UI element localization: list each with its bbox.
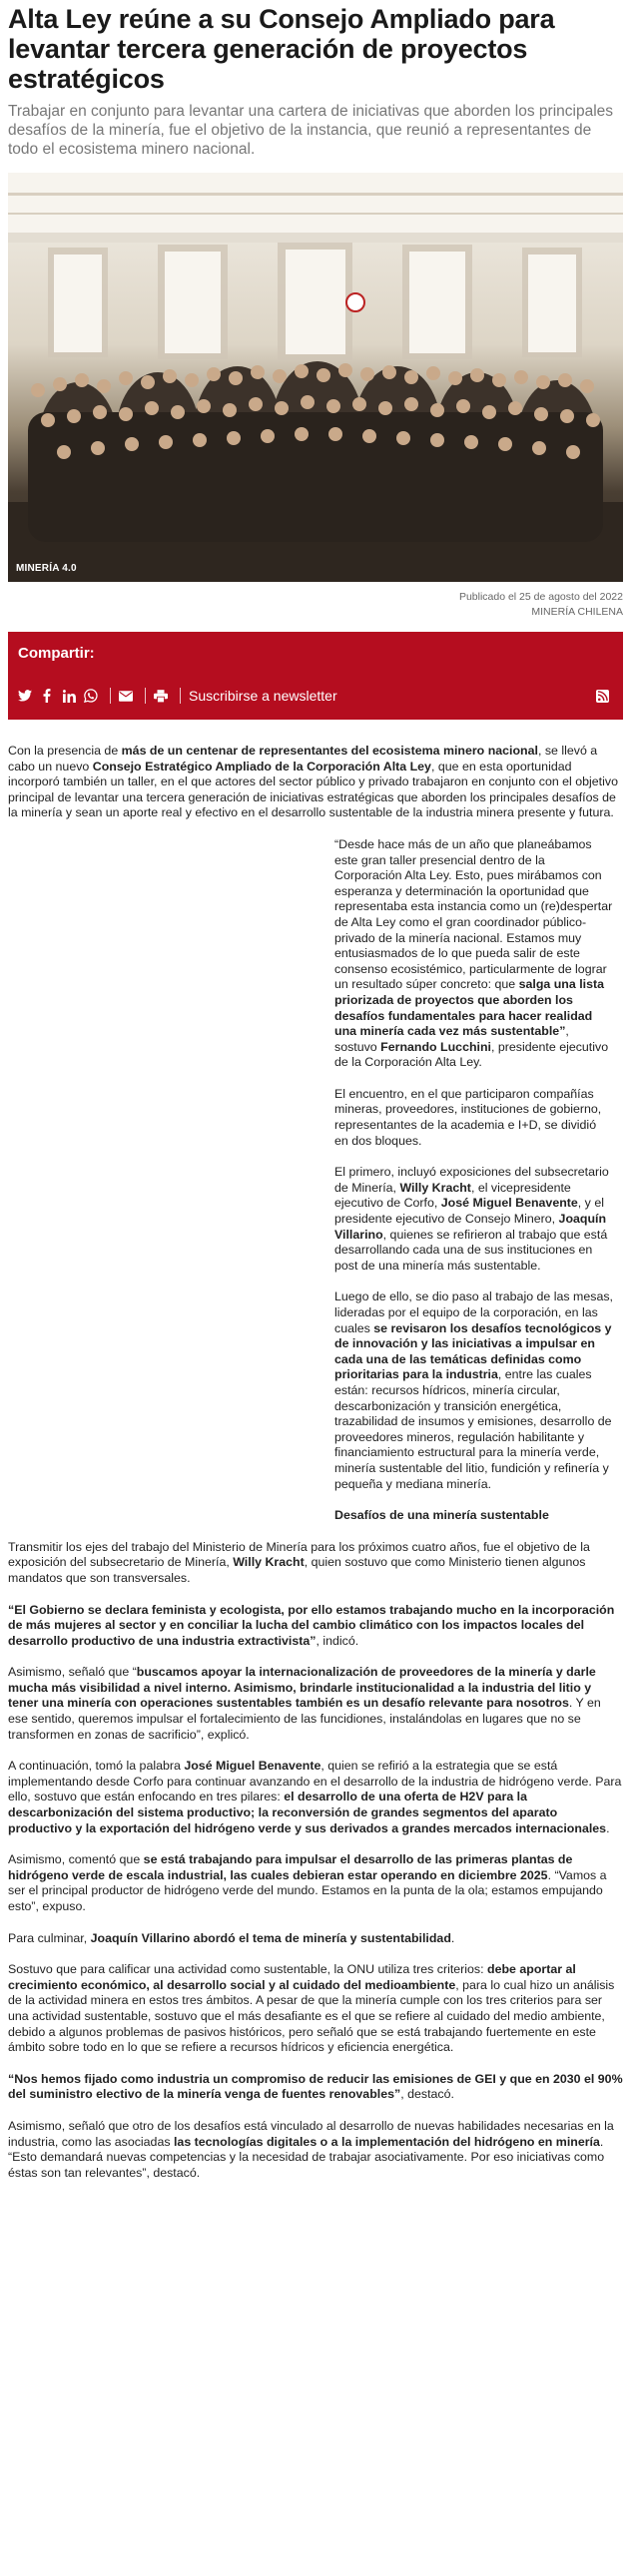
- body-paragraph: Asimismo, señaló que “buscamos apoyar la internacionalización de proveedores de la minería y darle mucha más visibilidad a nivel interno. Asimismo, brindarle institucionalidad a la industria del litio y tener una minería con operaciones sustentables también es un desafío relevante para nosotros. Y en ese sentido, queremos impulsar el fortalecimiento de las funcidiones, instalándolas en lugares que no se transformen en zonas de sacrificio”, explicó.: [8, 1665, 601, 1742]
- image-category-label: MINERÍA 4.0: [16, 563, 77, 574]
- share-divider: [145, 688, 146, 704]
- quote-paragraph: “Desde hace más de un año que planeábamos este gran taller presencial dentro de la Corporación Alta Ley. Esto, pues mirábamos con esperanza y determinación la oportunidad que representaba esta instancia como un (re)despertar de Alta Ley como el gran coordinador público-privado de la minería nacional. Estamos muy entusiasmados de lo que pueda salir de este consenso ecosistémico, particularmente de lograr un resultado súper concreto: que salga una lista priorizada de proyectos que aborden los desafíos fundamentales para hacer realidad una minería cada vez más sustentable”, sostuvo Fernando Lucchini, presidente ejecutivo de la Corporación Alta Ley.: [334, 836, 613, 1070]
- article-source: MINERÍA CHILENA: [531, 606, 623, 618]
- body-paragraph: “Nos hemos fijado como industria un compromiso de reducir las emisiones de GEI y que en 2030 el 90% del suministro electivo de la minería venga de fuentes renovables”, destacó.: [8, 2071, 623, 2102]
- print-icon[interactable]: [152, 687, 170, 705]
- pull-column: [334, 837, 613, 1524]
- body-paragraph: Luego de ello, se dio paso al trabajo de las mesas, lideradas por el equipo de la corporación, en las cuales se revisaron los desafíos tecnológicos y de innovación y las iniciativas a impulsar en cada una de las temáticas definidas como prioritarias para la industria, entre las cuales están: recursos hídricos, minería circular, descarbonización y transición energética, trazabilidad de insumos y emisiones, desarrollo de proveedores mineros, regulación habilitante y financiamiento estructural para la minería verde, minería sustentable del litio, fundición y refinería y pequeña y mediana minería.: [334, 1289, 613, 1491]
- share-title: Compartir:: [18, 645, 95, 662]
- article-body: [8, 744, 623, 2181]
- rss-icon[interactable]: [593, 687, 611, 705]
- body-paragraph: El encuentro, en el que participaron compañías mineras, proveedores, instituciones de gobierno, representantes de la academia e I+D, se dividió en dos bloques.: [334, 1086, 602, 1148]
- article-title: Alta Ley reúne a su Consejo Ampliado para levantar tercera generación de proyectos estratégicos: [8, 4, 555, 94]
- body-paragraph: Con la presencia de más de un centenar de representantes del ecosistema minero nacional, se llevó a cabo un nuevo Consejo Estratégico Ampliado de la Corporación Alta Ley, que en esta oportunidad incorporó también un taller, en el que actores del sector público y privado trabajaron en conjunto con el objetivo principal de levantar una tercera generación de iniciativas estratégicas que aborden los principales desafíos de la minería y sean un aporte real y efectivo en el desarrollo sustentable de la industria minera presente y futura.: [8, 744, 618, 820]
- body-paragraph: Para culminar, Joaquín Villarino abordó el tema de minería y sustentabilidad.: [8, 1930, 455, 1945]
- linkedin-icon[interactable]: [60, 687, 78, 705]
- twitter-icon[interactable]: [16, 687, 34, 705]
- hero-image: [8, 173, 623, 582]
- body-paragraph: Asimismo, señaló que otro de los desafíos está vinculado al desarrollo de nuevas habilidades necesarias en la industria, como las asociadas las tecnologías digitales o a la implementación del hidrógeno en minería. “Esto demandará nuevas competencias y la necesidad de trabajar asociativamente. Por eso iniciativas como éstas son tan relevantes”, destacó.: [8, 2118, 614, 2180]
- group-photo-illustration: [8, 173, 623, 582]
- publication-date: Publicado el 25 de agosto del 2022: [458, 591, 623, 603]
- email-icon[interactable]: [117, 687, 135, 705]
- article-subtitle: Trabajar en conjunto para levantar una cartera de iniciativas que aborden los principales desafíos de la minería, fue el objetivo de la instancia, que reunió a representantes de todo el ecosistema minero nacional.: [8, 103, 614, 158]
- body-paragraph: Transmitir los ejes del trabajo del Ministerio de Minería para los próximos cuatro años, fue el objetivo de la exposición del subsecretario de Minería, Willy Kracht, quien sostuvo que como Ministerio tienen algunos mandatos que son transversales.: [8, 1539, 590, 1585]
- section-subheading: Desafíos de una minería sustentable: [334, 1508, 549, 1523]
- share-divider: [110, 688, 111, 704]
- body-paragraph: A continuación, tomó la palabra José Miguel Benavente, quien se refirió a la estrategia que se está implementando desde Corfo para continuar avanzando en el desarrollo de la industria de hidrógeno verde. Para ello, sostuvo que están enfocando en tres pilares: el desarrollo de una oferta de H2V para la descarbonización del sistema productivo; la reconversión de grandes segmentos del aparato productivo y la exportación del hidrógeno verde y sus derivados a grandes mercados internacionales.: [8, 1759, 622, 1835]
- share-bar: [8, 632, 623, 720]
- share-divider: [180, 688, 181, 704]
- subscribe-newsletter-link[interactable]: Suscribirse a newsletter: [189, 688, 337, 704]
- body-paragraph: El primero, incluyó exposiciones del subsecretario de Minería, Willy Kracht, el vicepresidente ejecutivo de Corfo, José Miguel Benavente, y el presidente ejecutivo de Consejo Minero, Joaquín Villarino, quienes se refirieron al trabajo que está desarrollando cada una de sus instituciones en post de una minería más sustentable.: [334, 1165, 609, 1273]
- body-paragraph: Asimismo, comentó que se está trabajando para impulsar el desarrollo de las primeras plantas de hidrógeno verde de escala industrial, las cuales debieran estar operando en diciembre 2025. “Vamos a ser el principal productor de hidrógeno verde del mundo. Estamos en la punta de la ola; estamos empujando esto”, expuso.: [8, 1852, 607, 1913]
- body-paragraph: “El Gobierno se declara feminista y ecologista, por ello estamos trabajando mucho en la incorporación de más mujeres al sector y en conciliar la lucha del cambio climático con los impactos locales del desarrollo productivo de una industria extractivista”, indicó.: [8, 1602, 615, 1648]
- whatsapp-icon[interactable]: [82, 687, 100, 705]
- body-paragraph: Sostuvo que para calificar una actividad como sustentable, la ONU utiliza tres criterios: debe aportar al crecimiento económico, al desarrollo social y al cuidado del medioambiente, para lo cual hizo un análisis de la actividad minera en estos tres ámbitos. A pesar de que la minería cumple con los tres criterios para ser una actividad sustentable, sostuvo que el más desafiante es el que se refiere al cuidado del medio ambiente, debido a algunos problemas de pasivos históricos, pero señaló que se está trabajando fuertemente en este ámbito sobre todo en lo que se refiere a recursos hídricos y eficiencia energética.: [8, 1962, 615, 2055]
- facebook-icon[interactable]: [38, 687, 56, 705]
- share-icons-row: [16, 687, 615, 705]
